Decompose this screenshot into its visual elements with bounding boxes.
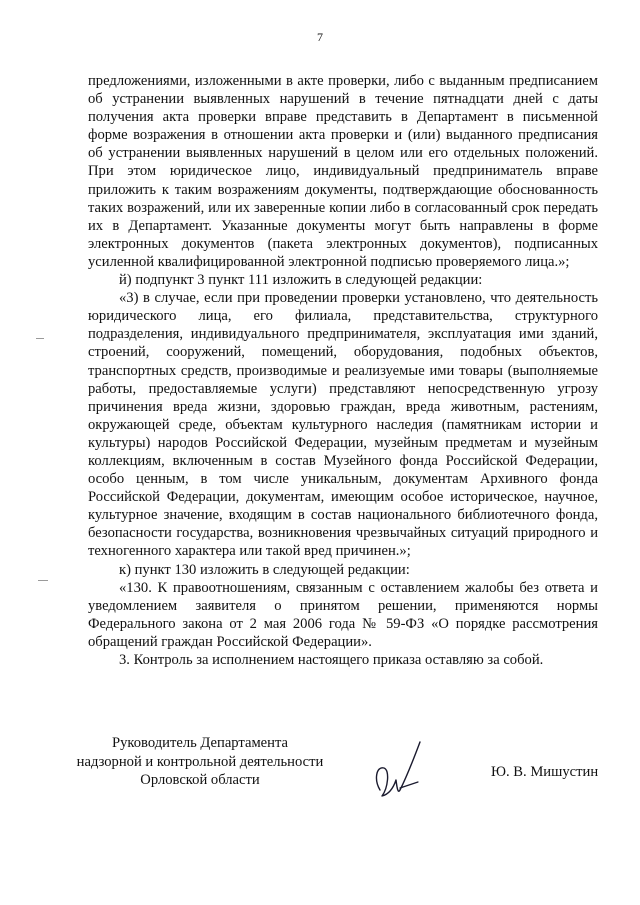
signatory-name: Ю. В. Мишустин — [491, 764, 599, 780]
document-body — [88, 72, 598, 669]
handwritten-signature — [364, 738, 434, 813]
paragraph-subclause-k: к) пункт 130 изложить в следующей редакции: — [119, 561, 410, 578]
paragraph-continuation: предложениями, изложенными в акте проверки, либо с выданным предписанием об устранении выявленных нарушений в течение пятнадцати дней с даты получения акта проверки вправе представить в Департамент в письменной форме возражения в отношении акта проверки и (или) выданного предписания об устранении выявленных нарушений в целом или его отдельных положений. При этом юридическое лицо, индивидуальный предприниматель вправе приложить к таким возражениям документы, подтверждающие обоснованность таких возражений, или их заверенные копии либо в согласованный срок передать их в Департамент. Указанные документы могут быть направлены в форме электронных документов (пакета электронных документов), подписанных усиленной квалифицированной электронной подписью проверяемого лица.»; — [88, 73, 598, 270]
paragraph-clause-3: «3) в случае, если при проведении проверки установлено, что деятельность юридического лица, его филиала, представительства, структурного подразделения, индивидуального предпринимателя, эксплуатация ими зданий, строений, сооружений, помещений, оборудования, подобных объектов, транспортных средств, производимые и реализуемые ими товары (выполняемые работы, предоставляемые услуги) представляют непосредственную угрозу причинения вреда жизни, здоровью граждан, вреда животным, растениям, окружающей среде, объектам культурного наследия (памятникам истории и культуры) народов Российской Федерации, музейным предметам и музейным коллекциям, включенным в состав Музейного фонда Российской Федерации, особо ценным, в том числе уникальным, документам Архивного фонда Российской Федерации, документам, имеющим особое историческое, научное, культурное значение, входящим в состав национального библиотечного фонда, безопасности государства, возникновения чрезвычайных ситуаций природного и техногенного характера или такой вред причинен.»; — [88, 290, 598, 560]
signatory-position-line: Орловской области — [140, 772, 260, 788]
signatory-position-line: Руководитель Департамента — [112, 735, 288, 751]
signatory-position — [70, 734, 330, 790]
page-number: 7 — [317, 30, 323, 44]
paragraph-clause-130: «130. К правоотношениям, связанным с оставлением жалобы без ответа и уведомлением заявителя о принятом решении, применяются нормы Федерального закона от 2 мая 2006 года № 59-ФЗ «О порядке рассмотрения обращений граждан Российской Федерации». — [88, 579, 598, 650]
scan-mark — [36, 338, 44, 339]
paragraph-control: 3. Контроль за исполнением настоящего приказа оставляю за собой. — [119, 652, 544, 668]
signatory-position-line: надзорной и контрольной деятельности — [76, 753, 324, 770]
paragraph-subclause-y: й) подпункт 3 пункт 111 изложить в следующей редакции: — [119, 272, 483, 289]
scan-mark — [38, 580, 48, 581]
